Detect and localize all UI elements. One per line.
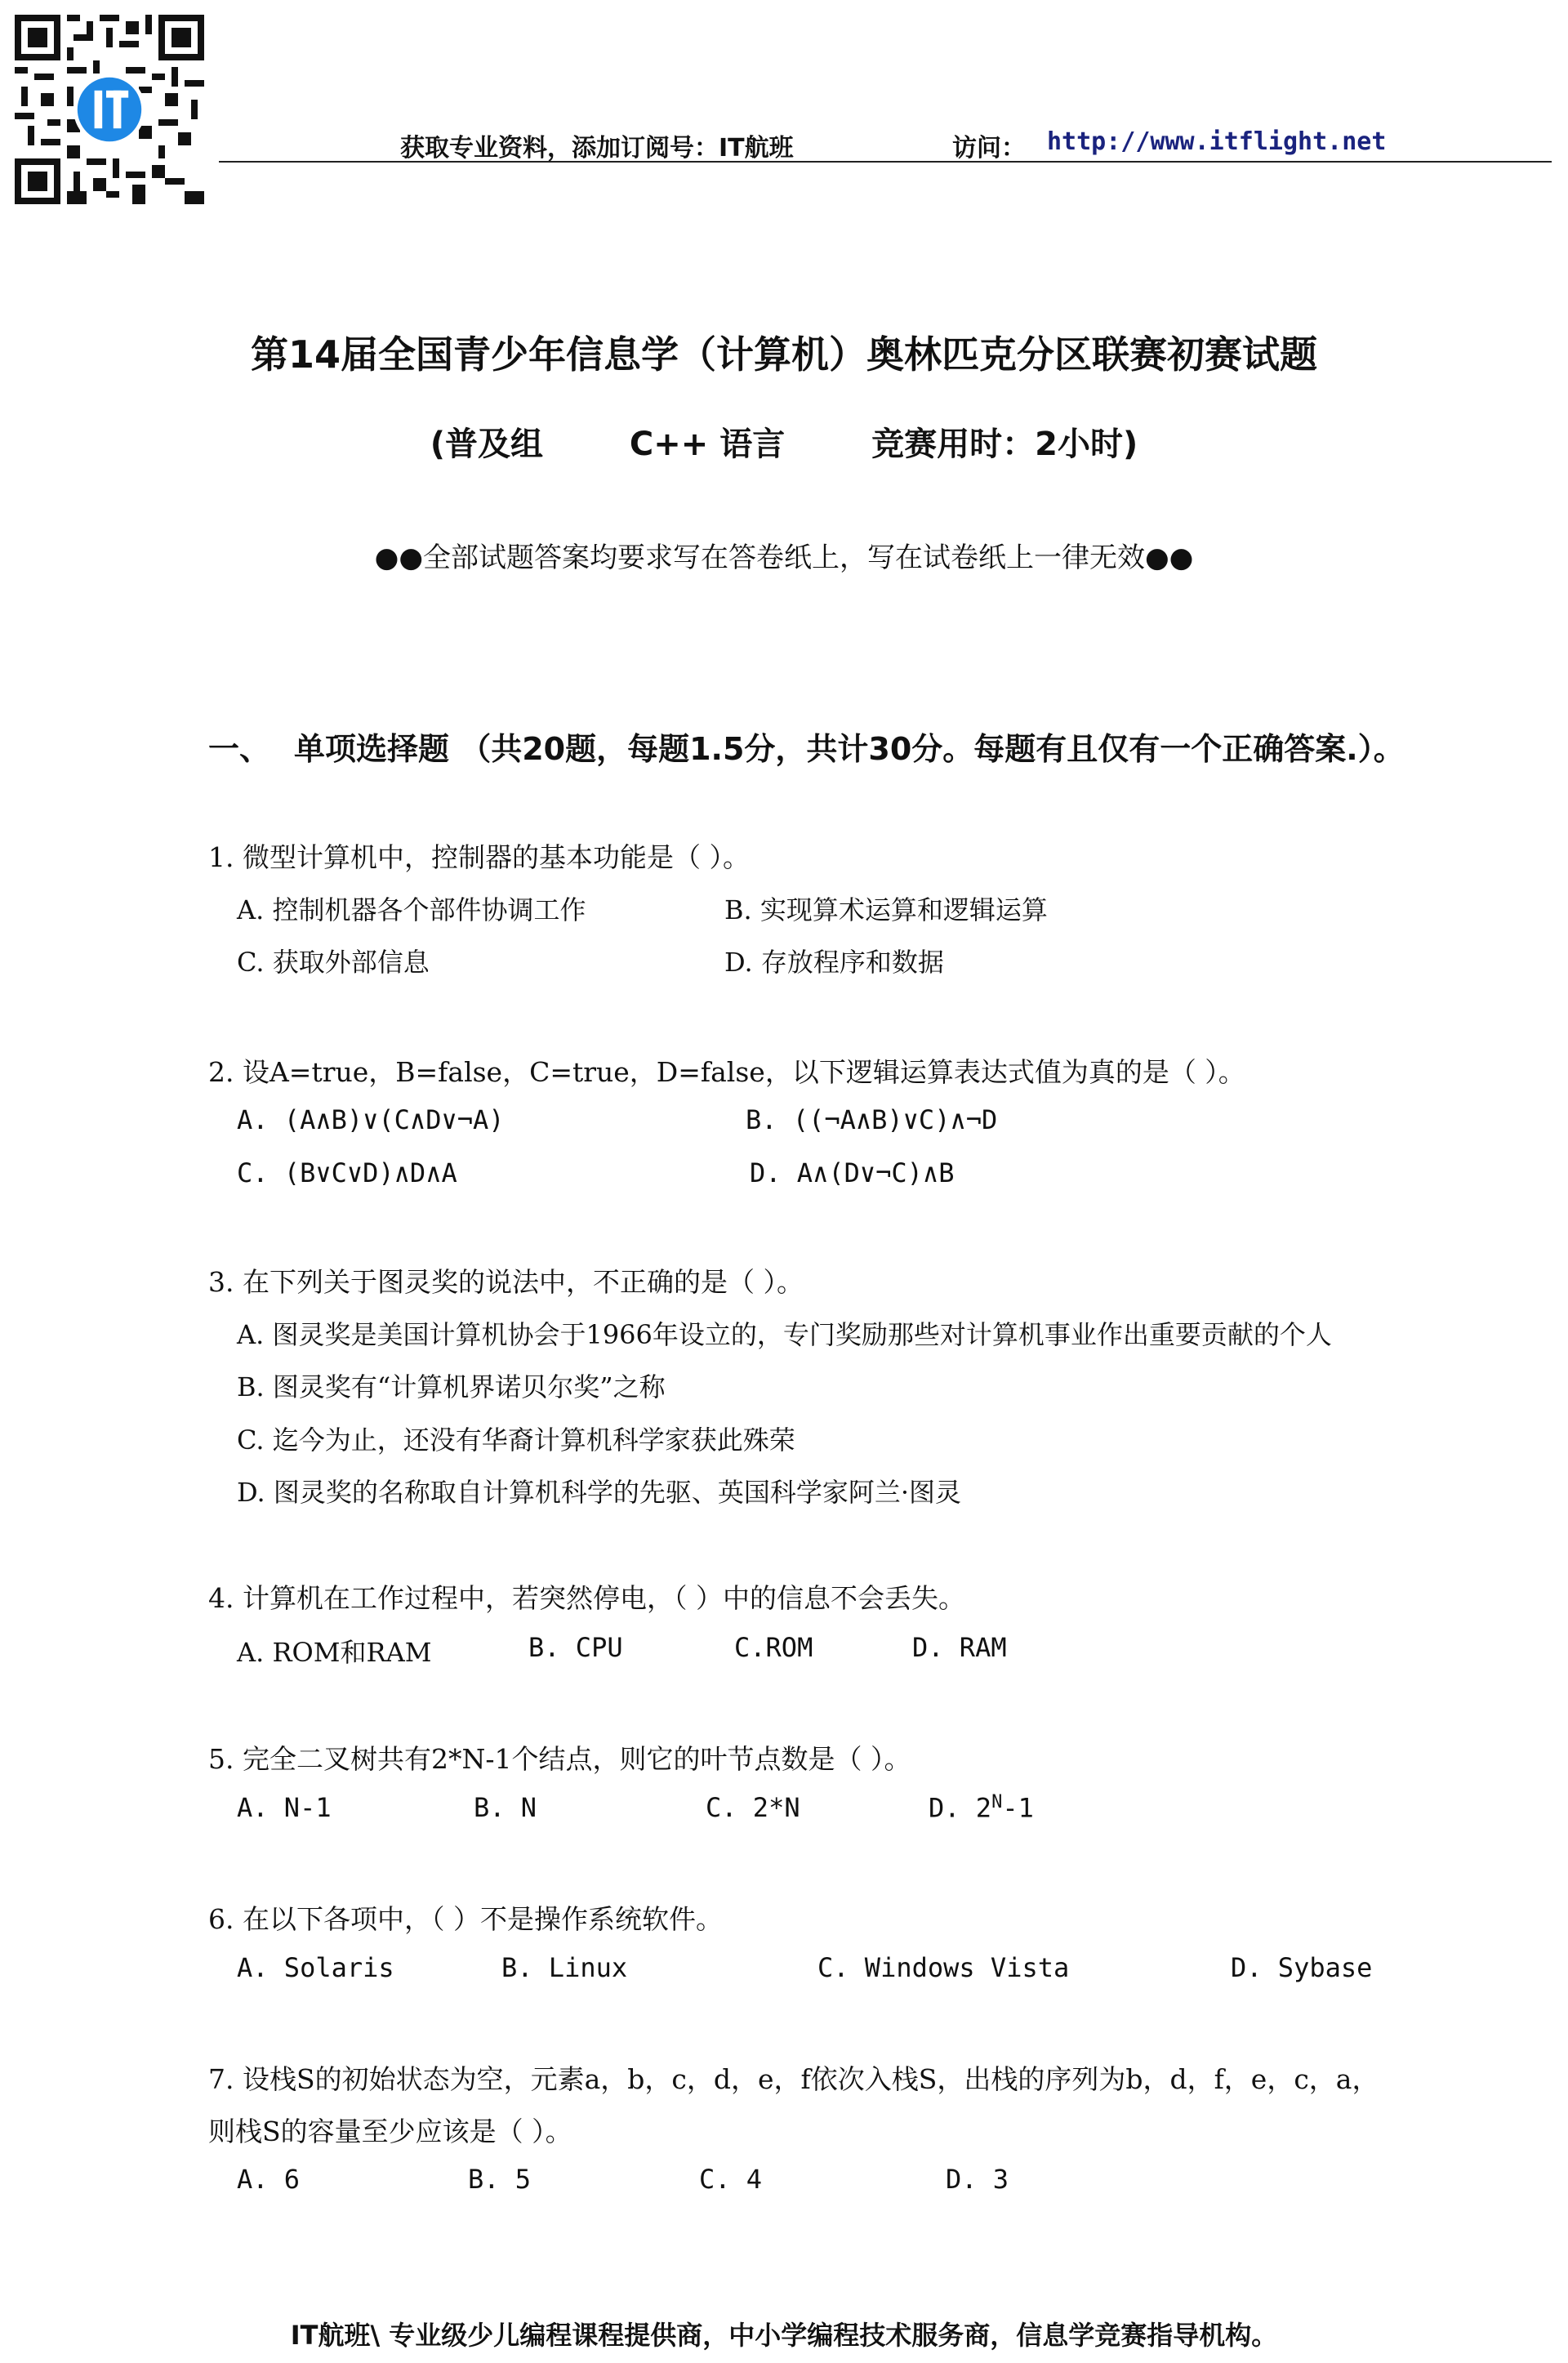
exam-notice: ●●全部试题答案均要求写在答卷纸上，写在试卷纸上一律无效●● [374, 542, 1194, 574]
subtitle-group: (普及组 [430, 426, 544, 463]
question-7-option-a: A. 6 [237, 2164, 301, 2195]
header-divider [219, 161, 1552, 163]
question-4-stem: 4. 计算机在工作过程中，若突然停电，（ ）中的信息不会丢失。 [208, 1582, 965, 1614]
question-1-option-c: C. 获取外部信息 [237, 947, 430, 978]
question-5-option-d [929, 1792, 1034, 1824]
question-4-option-b: B. CPU [528, 1632, 623, 1663]
header-url-link[interactable]: http://www.itflight.net [1047, 127, 1387, 156]
section-heading [208, 724, 1405, 769]
question-4-option-a: A. ROM和RAM [237, 1637, 432, 1668]
section-text: 单项选择题 （共20题，每题1.5分，共计30分。每题有且仅有一个正确答案.）。 [294, 731, 1405, 767]
qr-code-logo [15, 15, 204, 204]
question-7-stem: 7. 设栈S的初始状态为空，元素a，b，c，d，e，f依次入栈S，出栈的序列为b，d，f，e，c，a， [208, 2063, 1379, 2095]
subtitle-language: C++ 语言 [629, 426, 786, 463]
question-2-stem: 2. 设A=true，B=false，C=true，D=false，以下逻辑运算表达式值为真的是（ ）。 [208, 1056, 1245, 1088]
question-1-option-b: B. 实现算术运算和逻辑运算 [724, 894, 1048, 925]
page-subtitle [0, 418, 1568, 465]
question-1-option-d: D. 存放程序和数据 [724, 947, 944, 978]
header-subscribe-text: 获取专业资料，添加订阅号：IT航班 [400, 134, 794, 163]
question-4-option-c: C.ROM [734, 1632, 813, 1663]
question-3-option-d: D. 图灵奖的名称取自计算机科学的先驱、英国科学家阿兰·图灵 [237, 1477, 962, 1508]
header-visit-label: 访问： [952, 134, 1026, 163]
question-5-option-d-suffix: -1 [1002, 1792, 1034, 1824]
question-3-option-b: B. 图灵奖有“计算机界诺贝尔奖”之称 [237, 1371, 666, 1402]
question-7-option-c: C. 4 [699, 2164, 763, 2195]
question-5-option-d-exponent: N [991, 1792, 1003, 1812]
question-6-option-b: B. Linux [501, 1952, 628, 1983]
question-2-option-b: B. ((¬A∧B)∨C)∧¬D [746, 1104, 998, 1135]
question-5-option-b: B. N [474, 1792, 537, 1823]
question-3-option-a: A. 图灵奖是美国计算机协会于1966年设立的，专门奖励那些对计算机事业作出重要贡献的个人 [237, 1319, 1332, 1350]
question-1-option-a: A. 控制机器各个部件协调工作 [237, 894, 586, 925]
question-3-stem: 3. 在下列关于图灵奖的说法中，不正确的是（ ）。 [208, 1266, 804, 1298]
footer-text: IT航班\ 专业级少儿编程课程提供商，中小学编程技术服务商，信息学竞赛指导机构。 [290, 2320, 1278, 2351]
question-2-option-c: C. (B∨C∨D)∧D∧A [237, 1157, 457, 1188]
question-4-option-d: D. RAM [912, 1632, 1007, 1663]
question-6-option-d: D. Sybase [1231, 1952, 1373, 1983]
question-6-option-c: C. Windows Vista [817, 1952, 1070, 1983]
question-7-option-d: D. 3 [946, 2164, 1009, 2195]
question-5-option-d-base: D. 2 [929, 1792, 992, 1824]
question-6-option-a: A. Solaris [237, 1952, 394, 1983]
question-6-stem: 6. 在以下各项中，（ ）不是操作系统软件。 [208, 1903, 723, 1935]
question-5-option-c: C. 2*N [706, 1792, 800, 1823]
page-title: 第14届全国青少年信息学（计算机）奥林匹克分区联赛初赛试题 [250, 332, 1317, 377]
question-3-option-c: C. 迄今为止，还没有华裔计算机科学家获此殊荣 [237, 1424, 795, 1456]
question-5-stem: 5. 完全二叉树共有2*N-1个结点，则它的叶节点数是（ ）。 [208, 1743, 911, 1775]
subtitle-duration: 竞赛用时：2小时) [871, 426, 1138, 463]
question-7-option-b: B. 5 [468, 2164, 532, 2195]
question-2-option-a: A. (A∧B)∨(C∧D∨¬A) [237, 1104, 505, 1135]
section-number: 一、 [208, 731, 271, 767]
question-5-option-a: A. N-1 [237, 1792, 332, 1823]
question-2-option-d: D. A∧(D∨¬C)∧B [750, 1157, 955, 1188]
question-1-stem: 1. 微型计算机中，控制器的基本功能是（ ）。 [208, 841, 750, 873]
question-7-stem-continued: 则栈S的容量至少应该是（ ）。 [208, 2116, 572, 2147]
